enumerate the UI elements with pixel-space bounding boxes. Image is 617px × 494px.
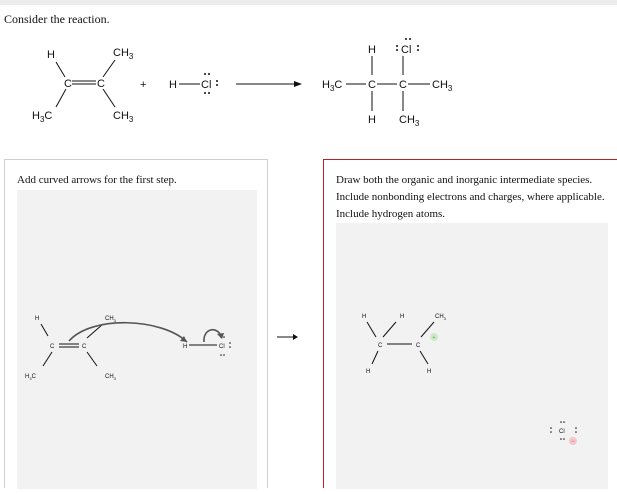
curved-arrow-pi-to-h[interactable] [69,323,187,342]
left-cl-lp-2 [223,336,225,338]
curved-arrow-panel [4,159,268,488]
product-carbon-2: C [399,79,407,91]
product-cl-lone-pair-6 [417,49,419,51]
product-ch3-right: $CH_3$ [432,79,453,93]
product-h-bottom: H [368,114,376,126]
hcl-lone-pair-bottom-1 [204,92,206,94]
right-cl-lp-8 [575,431,577,433]
hcl-chlorine: Cl [201,79,212,91]
left-h3c: $H_3C$ [25,374,36,381]
left-cl-lp-3 [220,354,222,356]
right-chloride: Cl [559,429,565,435]
product-carbon-1: C [368,79,376,91]
left-bond-ch3-bottom [87,352,97,366]
right-cl-lp-6 [550,431,552,433]
left-hcl-hydrogen: H [183,344,188,350]
alkene-ch3-top-right: $CH_3$ [113,47,134,61]
left-cl-lp-4 [223,354,225,356]
right-carbon-1: C [378,343,383,349]
right-cl-lp-2 [563,421,565,423]
right-cl-lp-4 [563,438,565,440]
product-cl-lone-pair-1 [405,38,407,40]
product-ch3-bottom: $CH_3$ [399,114,420,128]
intermediate-panel [323,159,617,488]
right-carbon-2: C [416,343,421,349]
step-arrow-head [293,334,298,340]
right-bond-c2-down [420,351,428,364]
plus-sign: + [140,79,147,91]
left-hcl-chlorine: Cl [219,344,225,350]
product-cl-lone-pair-2 [409,38,411,40]
right-bond-h1 [367,322,376,337]
hcl-lone-pair-right-1 [216,80,218,82]
curved-arrow-bond-to-cl[interactable] [204,330,221,342]
right-cl-lp-7 [575,427,577,429]
right-bond-h2 [383,322,396,337]
hcl-lone-pair-top-2 [208,73,210,75]
right-bond-c1-down [372,351,378,364]
hcl-lone-pair-top-1 [204,73,206,75]
hcl-lone-pair-right-2 [216,84,218,86]
alkene-bond-ch3-top [103,60,115,77]
right-canvas-molecules [336,223,608,489]
step-arrow [276,332,300,342]
alkene-h-top-left: H [47,49,55,61]
product-h3c: $H_3C$ [322,79,343,93]
reaction-arrow-head [294,81,302,87]
product-cl-lone-pair-5 [417,45,419,47]
right-h-2: H [400,314,405,320]
right-cl-lp-3 [560,438,562,440]
reaction-scheme [0,30,617,130]
right-chloride-charge: − [571,439,575,445]
product-h-top: H [368,44,376,56]
intermediate-drawing-canvas[interactable] [336,223,608,489]
alkene-bond-h3c [56,89,66,107]
alkene-h3c-bottom-left: $H_3C$ [32,110,53,124]
right-ch3-top: $CH_3$ [435,314,446,321]
left-cl-lp-5 [229,342,231,344]
left-cl-lp-6 [229,346,231,348]
alkene-ch3-bottom-right: $CH_3$ [113,110,134,124]
right-h-1: H [362,314,367,320]
product-cl-lone-pair-3 [396,45,398,47]
right-cl-lp-1 [560,421,562,423]
intermediate-instruction: Draw both the organic and inorganic intermediate species. Include nonbonding electrons and charges, where applicable. Include hydrogen atoms. [336,174,605,220]
top-bar [0,0,617,5]
curved-arrow-drawing-canvas[interactable] [17,190,257,489]
right-carbocation-charge: + [432,335,436,341]
hcl-lone-pair-bottom-2 [208,92,210,94]
question-text: Consider the reaction. [4,12,110,26]
right-h-4: H [427,369,432,375]
alkene-bond-ch3-bottom [103,89,115,107]
left-bond-h3c [43,352,52,366]
alkene-carbon-right: C [97,78,105,90]
curved-arrow-bond-to-cl-head [217,333,224,339]
right-h-3: H [366,369,371,375]
alkene-bond-h [56,62,65,77]
left-bond-h [41,324,48,336]
hcl-hydrogen: H [169,79,177,91]
product-cl-top: Cl [401,44,412,56]
left-carbon-1: C [50,344,55,350]
left-carbon-2: C [82,344,87,350]
right-cl-lp-5 [550,427,552,429]
left-canvas-molecule [17,190,257,489]
curved-arrow-instruction: Add curved arrows for the first step. [17,174,177,186]
left-ch3-top: $CH_3$ [105,316,116,323]
alkene-carbon-left: C [64,78,72,90]
product-cl-lone-pair-4 [396,49,398,51]
left-ch3-bottom: $CH_3$ [105,374,116,381]
left-h-top: H [35,316,40,322]
